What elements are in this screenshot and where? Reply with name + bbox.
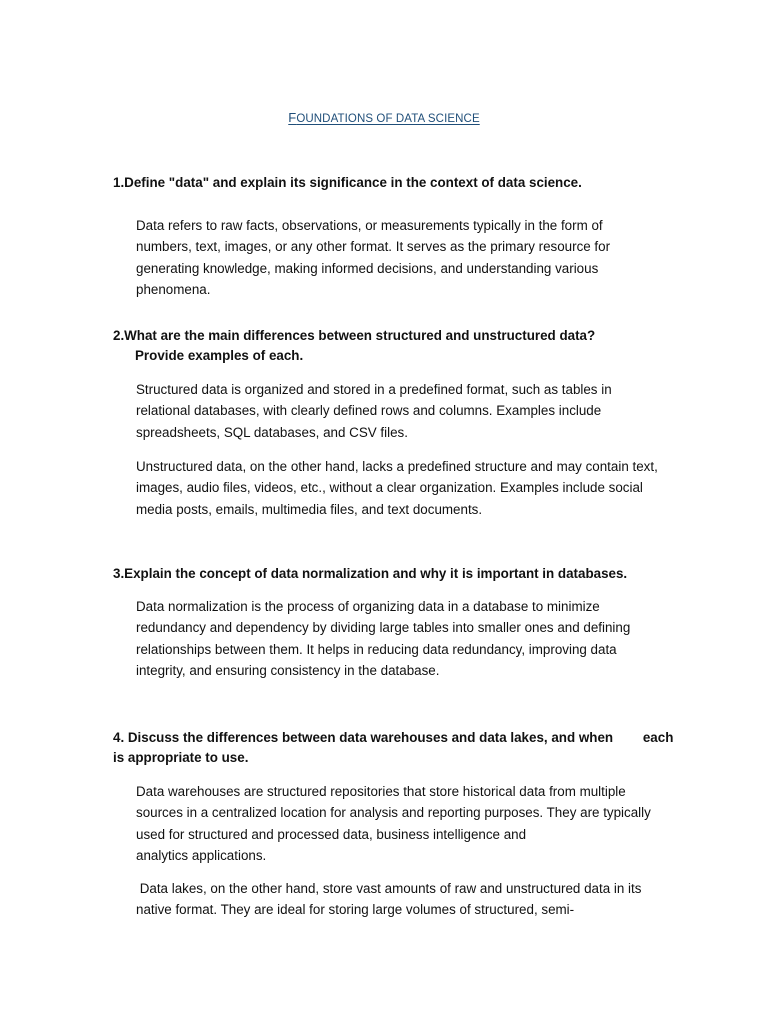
question-2 — [113, 326, 693, 366]
answer-2b — [136, 456, 688, 520]
answer-line: relational databases, with clearly defined rows and columns. Examples include — [136, 403, 602, 419]
answer-line: Data lakes, on the other hand, store vast amounts of raw and unstructured data in its — [136, 881, 642, 896]
title-rest: OUNDATIONS OF DATA SCIENCE — [296, 113, 480, 125]
answer-line: phenomena. — [136, 281, 211, 297]
answer-line: analytics applications. — [136, 847, 267, 863]
answer-line: generating knowledge, making informed decisions, and understanding various — [136, 260, 599, 276]
question-4-line-1: 4. Discuss the differences between data warehouses and data lakes, and when each — [113, 730, 674, 745]
answer-line: sources in a centralized location for analysis and reporting purposes. They are typically — [136, 805, 651, 821]
answer-line: Data normalization is the process of organizing data in a database to minimize — [136, 599, 600, 614]
question-2-line-2: Provide examples of each. — [135, 348, 304, 363]
question-4 — [113, 728, 693, 768]
answer-3 — [136, 596, 688, 681]
question-1 — [113, 173, 693, 193]
answer-line: Unstructured data, on the other hand, lacks a predefined structure and may contain text, — [136, 459, 658, 474]
answer-line: Structured data is organized and stored in a predefined format, such as tables in — [136, 382, 612, 397]
answer-4a — [136, 781, 688, 866]
answer-line: Data refers to raw facts, observations, or measurements typically in the form of — [136, 218, 603, 233]
answer-line: spreadsheets, SQL databases, and CSV files. — [136, 424, 408, 440]
title-initial: F — [288, 110, 297, 125]
question-1-line-1: 1.Define "data" and explain its significance in the context of data science. — [113, 175, 582, 190]
question-3-line-1: 3.Explain the concept of data normalization and why it is important in databases. — [113, 566, 628, 581]
question-2-line-1: 2.What are the main differences between structured and unstructured data? — [113, 328, 596, 343]
answer-line: images, audio files, videos, etc., without a clear organization. Examples include social — [136, 480, 643, 496]
answer-line: integrity, and ensuring consistency in the database. — [136, 662, 440, 678]
question-3 — [113, 564, 693, 584]
answer-line: used for structured and processed data, business intelligence and — [136, 826, 527, 842]
answer-line: numbers, text, images, or any other format. It serves as the primary resource for — [136, 239, 611, 255]
document-title — [0, 110, 768, 125]
answer-line: native format. They are ideal for storing large volumes of structured, semi- — [136, 902, 575, 918]
answer-line: media posts, emails, multimedia files, and text documents. — [136, 501, 483, 517]
answer-4b — [136, 878, 688, 921]
answer-line: redundancy and dependency by dividing large tables into smaller ones and defining — [136, 620, 631, 636]
answer-line: Data warehouses are structured repositories that store historical data from multiple — [136, 784, 626, 799]
answer-2a — [136, 379, 688, 443]
question-4-line-2: is appropriate to use. — [113, 750, 249, 765]
answer-line: relationships between them. It helps in reducing data redundancy, improving data — [136, 641, 617, 657]
answer-1 — [136, 215, 688, 300]
